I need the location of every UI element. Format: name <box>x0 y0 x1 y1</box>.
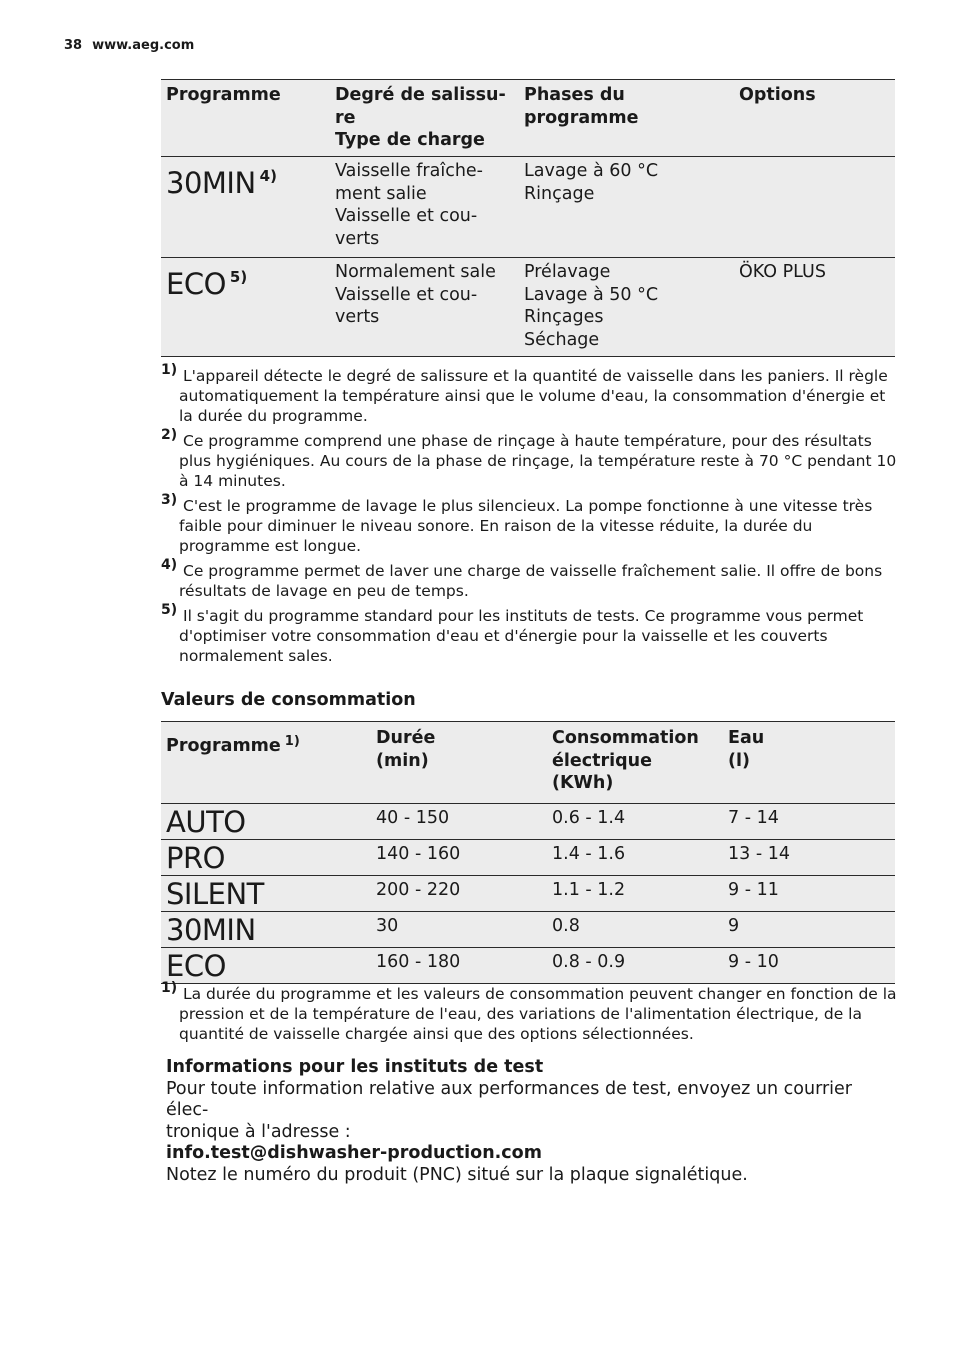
footnote-ref: 4) <box>259 167 277 185</box>
footnote-mark: 1) <box>161 362 178 378</box>
footnote-text: Ce programme comprend une phase de rinçage à haute température, pour des résultats plus hygiéniques. Au cours de la phase de rinçage, la température reste à 70 °C pendant 10 à 14 minutes. <box>179 432 897 490</box>
footnote-mark: 1) <box>161 980 178 996</box>
col-header-duration: Durée (min) <box>371 722 547 804</box>
footnote <box>161 492 897 556</box>
energy-cell: 0.8 <box>547 912 723 948</box>
test-info <box>166 1057 896 1186</box>
table-row <box>161 804 895 840</box>
test-info-title: Informations pour les instituts de test <box>166 1057 544 1077</box>
section-title: Valeurs de consommation <box>161 690 416 710</box>
page-header <box>64 38 194 53</box>
phases-cell: Prélavage Lavage à 50 °C Rinçages Séchage <box>519 258 734 357</box>
col-header-soil-level: Degré de salissu- re Type de charge <box>330 80 519 157</box>
consumption-table-header <box>161 722 895 804</box>
col-header-phases: Phases du programme <box>519 80 734 157</box>
programs-table-header <box>161 80 895 157</box>
footnote-text: L'appareil détecte le degré de salissure et la quantité de vaisselle dans les paniers. Il règle automatiquement la température ainsi que le volume d'eau, la consommation d'énergie et la durée du programme. <box>179 367 888 425</box>
footnote <box>161 427 897 491</box>
footnote <box>161 980 897 1044</box>
col-header-programme <box>161 722 371 804</box>
table-row <box>161 258 895 357</box>
test-info-email: info.test@dishwasher-production.com <box>166 1143 542 1163</box>
website-url: www.aeg.com <box>92 38 195 53</box>
footnote-ref: 5) <box>229 268 248 286</box>
col-header-options: Options <box>734 80 895 157</box>
water-cell: 9 - 10 <box>723 948 895 984</box>
footnote-text: C'est le programme de lavage le plus silencieux. La pompe fonctionne à une vitesse très faible pour diminuer le niveau sonore. En raison de la vitesse réduite, la durée du programme est longue. <box>179 497 873 555</box>
table-row <box>161 948 895 984</box>
program-name: PRO <box>161 840 371 876</box>
program-name: AUTO <box>161 804 371 840</box>
water-cell: 13 - 14 <box>723 840 895 876</box>
program-name: ECO <box>166 267 226 301</box>
test-info-text: Pour toute information relative aux performances de test, envoyez un courrier élec- tronique à l'adresse : <box>166 1078 852 1142</box>
table-row <box>161 876 895 912</box>
water-cell: 9 - 11 <box>723 876 895 912</box>
duration-cell: 30 <box>371 912 547 948</box>
energy-cell: 1.4 - 1.6 <box>547 840 723 876</box>
footnote-text: La durée du programme et les valeurs de consommation peuvent changer en fonction de la pression et de la température de l'eau, des variations de l'alimentation électrique, de la quantité de vaisselle chargée ainsi que des options sélectionnées. <box>179 985 897 1043</box>
footnote-mark: 5) <box>161 602 178 618</box>
footnotes <box>161 362 897 671</box>
options-cell: ÖKO PLUS <box>734 258 895 357</box>
program-name: 30MIN <box>161 912 371 948</box>
col-header-energy: Consommation électrique (KWh) <box>547 722 723 804</box>
duration-cell: 200 - 220 <box>371 876 547 912</box>
energy-cell: 0.8 - 0.9 <box>547 948 723 984</box>
duration-cell: 160 - 180 <box>371 948 547 984</box>
table-row <box>161 912 895 948</box>
program-name: ECO <box>161 948 371 984</box>
footnote-mark: 4) <box>161 557 178 573</box>
water-cell: 9 <box>723 912 895 948</box>
program-name-cell <box>161 258 330 357</box>
water-cell: 7 - 14 <box>723 804 895 840</box>
soil-level-cell: Vaisselle fraîche- ment salie Vaisselle et cou- verts <box>330 157 519 258</box>
consumption-table <box>161 721 895 984</box>
footnote-mark: 2) <box>161 427 178 443</box>
options-cell <box>734 157 895 258</box>
table-row <box>161 840 895 876</box>
program-name: 30MIN <box>166 166 256 200</box>
duration-cell: 140 - 160 <box>371 840 547 876</box>
page-number: 38 <box>64 38 83 53</box>
soil-level-cell: Normalement sale Vaisselle et cou- verts <box>330 258 519 357</box>
footnote <box>161 362 897 426</box>
energy-cell: 1.1 - 1.2 <box>547 876 723 912</box>
duration-cell: 40 - 150 <box>371 804 547 840</box>
footnote-ref: 1) <box>284 734 300 749</box>
footnote <box>161 602 897 666</box>
program-name-cell <box>161 157 330 258</box>
test-info-note: Notez le numéro du produit (PNC) situé sur la plaque signalétique. <box>166 1164 748 1185</box>
footnote-text: Il s'agit du programme standard pour les instituts de tests. Ce programme vous permet d'optimiser votre consommation d'eau et d'énergie pour la vaisselle et les couverts normalement sales. <box>179 607 864 665</box>
footnote <box>161 557 897 601</box>
col-header-programme: Programme <box>161 80 330 157</box>
phases-cell: Lavage à 60 °C Rinçage <box>519 157 734 258</box>
program-name: SILENT <box>161 876 371 912</box>
programs-table <box>161 79 895 357</box>
energy-cell: 0.6 - 1.4 <box>547 804 723 840</box>
consumption-footnotes <box>161 980 897 1049</box>
footnote-text: Ce programme permet de laver une charge de vaisselle fraîchement salie. Il offre de bons résultats de lavage en peu de temps. <box>179 562 883 600</box>
table-row <box>161 157 895 258</box>
footnote-mark: 3) <box>161 492 178 508</box>
col-header-programme-label: Programme <box>166 736 281 756</box>
col-header-water: Eau (l) <box>723 722 895 804</box>
